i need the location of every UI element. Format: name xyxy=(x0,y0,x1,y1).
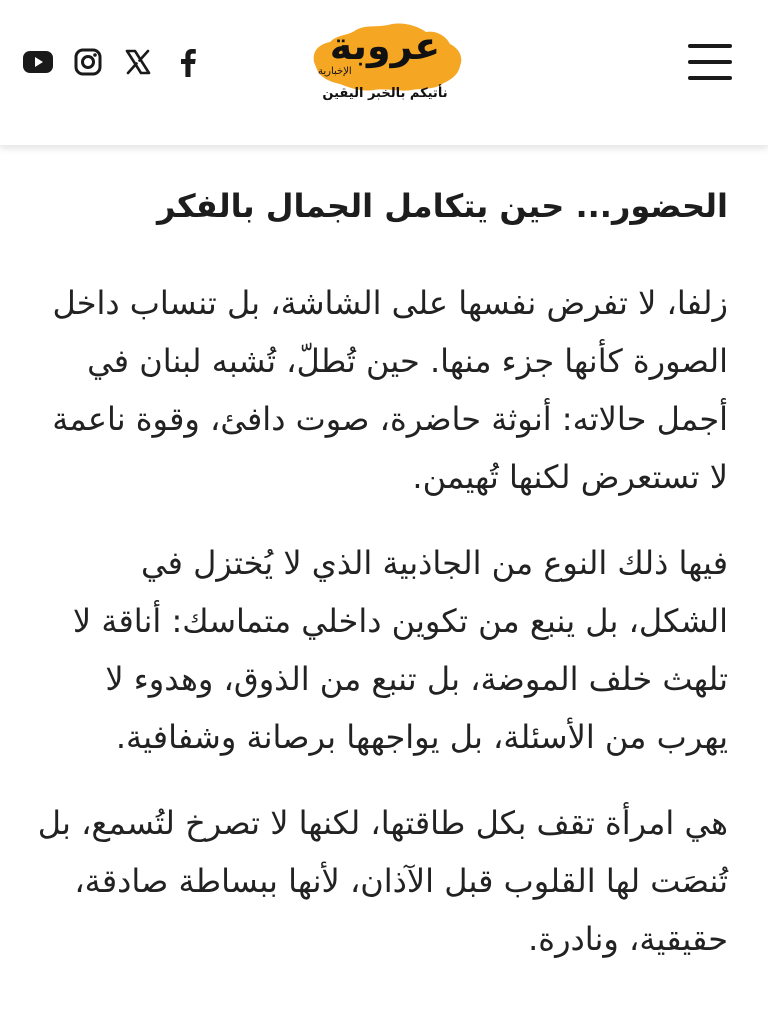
hamburger-menu-icon[interactable] xyxy=(688,44,732,80)
site-logo[interactable] xyxy=(300,14,470,114)
article-body xyxy=(36,178,728,996)
article-title: الحضور... حين يتكامل الجمال بالفكر xyxy=(157,187,728,225)
facebook-icon[interactable] xyxy=(170,42,206,82)
social-links xyxy=(20,42,220,82)
menu-bar xyxy=(688,76,732,80)
menu-bar xyxy=(688,44,732,48)
article-paragraph: زلفا، لا تفرض نفسها على الشاشة، بل تنساب داخل الصورة كأنها جزء منها. حين تُطلّ، تُشبه لبنان في أجمل حالاته: أنوثة حاضرة، صوت دافئ، وقوة ناعمة لا تستعرض لكنها تُهيمن. xyxy=(52,284,728,496)
menu-bar xyxy=(688,60,732,64)
article-paragraph: فيها ذلك النوع من الجاذبية الذي لا يُختزل في الشكل، بل ينبع من تكوين داخلي متماسك: أناقة لا تلهث خلف الموضة، بل تنبع من الذوق، وهدوء لا يهرب من الأسئلة، بل يواجهها برصانة وشفافية. xyxy=(72,544,728,756)
site-header xyxy=(0,0,768,146)
x-icon[interactable] xyxy=(120,42,156,82)
logo-brand: عروبة xyxy=(329,24,441,68)
logo-tagline: نأتيكم بالخبر اليقين xyxy=(322,86,448,101)
instagram-icon[interactable] xyxy=(70,42,106,82)
article-paragraph: هي امرأة تقف بكل طاقتها، لكنها لا تصرخ لتُسمع، بل تُنصَت لها القلوب قبل الآذان، لأنها ببساطة صادقة، حقيقية، ونادرة. xyxy=(37,804,728,958)
logo-subtitle: الإخبارية xyxy=(318,66,352,77)
youtube-icon[interactable] xyxy=(20,42,56,82)
